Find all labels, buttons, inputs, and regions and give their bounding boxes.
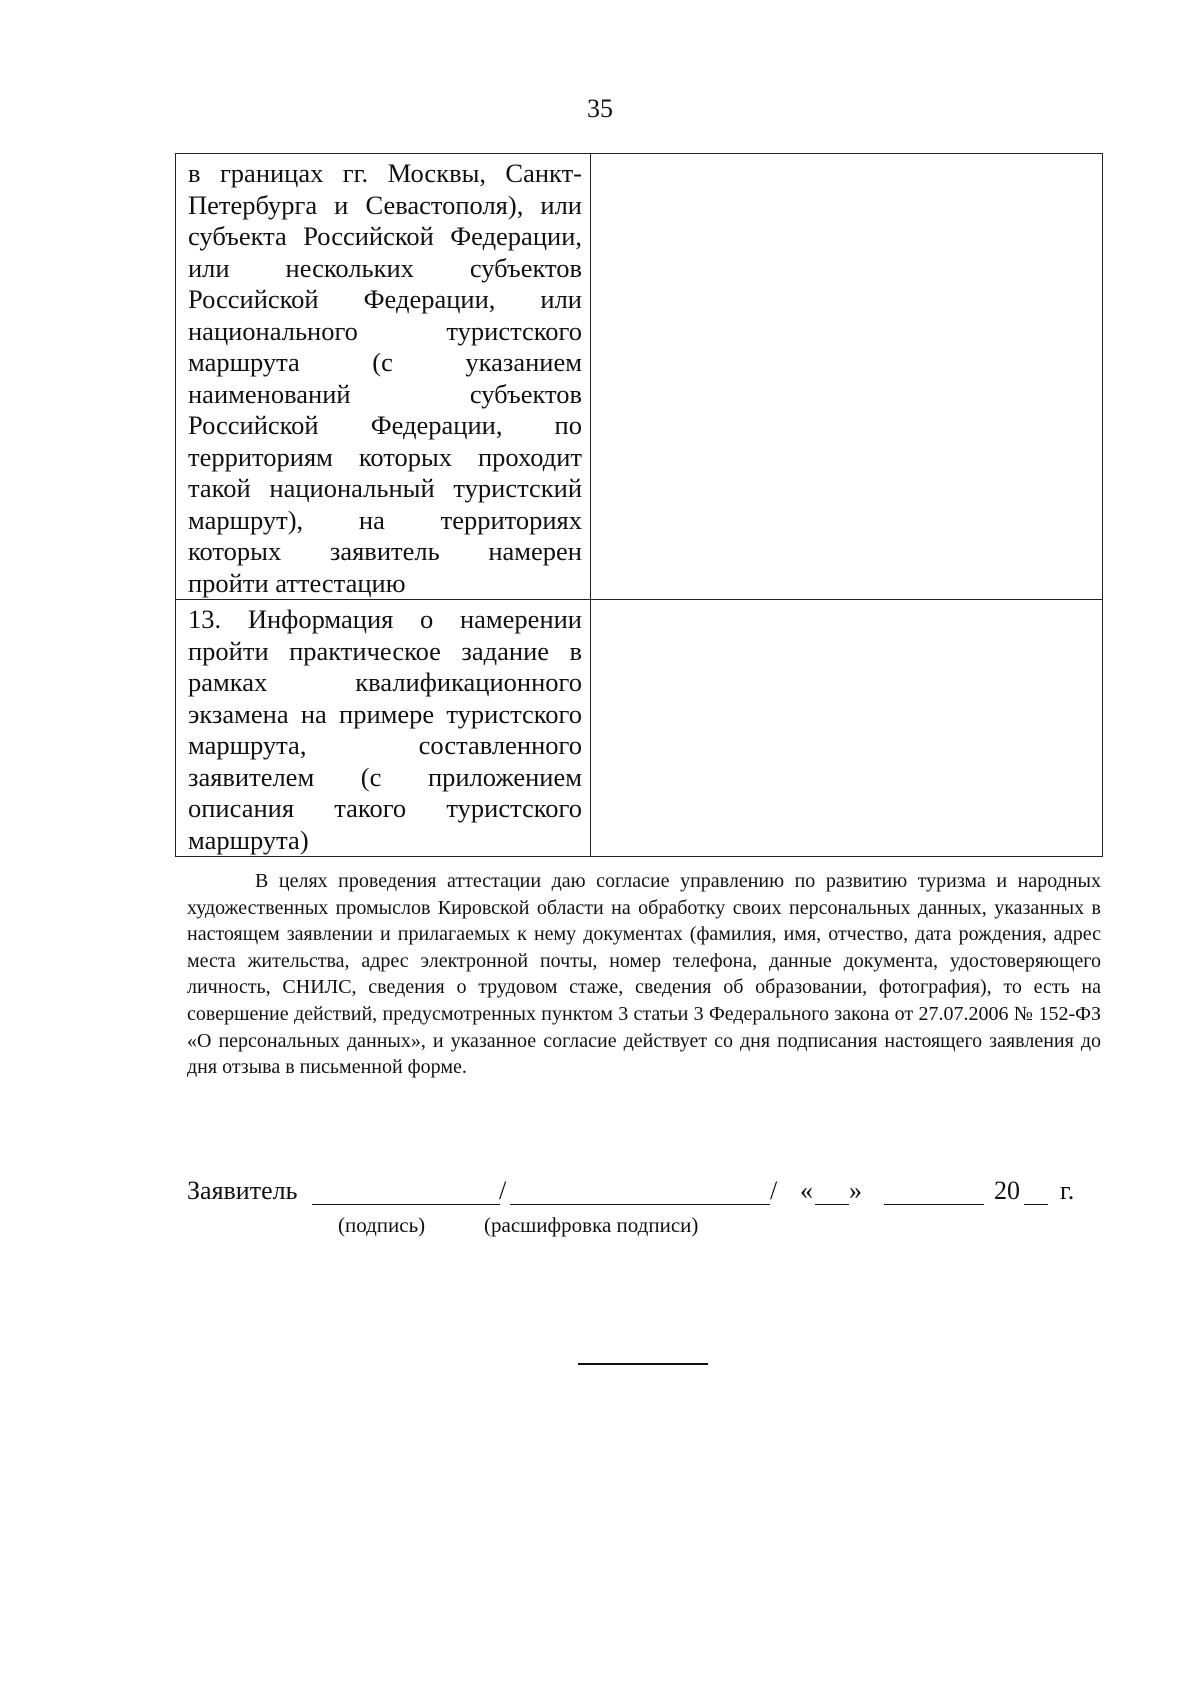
field-value <box>591 600 1102 604</box>
separator-slash: / <box>770 1176 778 1205</box>
consent-paragraph: В целях проведения аттестации даю согласие управлению по развитию туризма и народных художественных промыслов Кировской области на обработку своих персональных данных, указанных в настоящем заявлении и прилагаемых к нему документах (фамилия, имя, отчество, дата рождения, адрес места жительства, адрес электронной почты, номер телефона, данные документа, удостоверяющего личность, СНИЛС, сведения о трудовом стаже, сведения об образовании, фотография), то есть на совершение действий, предусмотренных пунктом 3 статьи 3 Федерального закона от 27.07.2006 № 152-ФЗ «О персональных данных», и указанное согласие действует со дня подписания настоящего заявления до дня отзыва в письменной форме. <box>187 870 1101 1079</box>
field-value-cell[interactable] <box>591 600 1103 857</box>
field-label: 13. Информация о намерении пройти практическое задание в рамках квалификационного экзамена на примере туристского маршрута, составленного заявителем (с приложением описания такого туристского маршрута) <box>188 604 582 855</box>
page-number: 35 <box>587 94 613 123</box>
field-label-cell <box>176 600 591 857</box>
applicant-label: Заявитель <box>187 1176 298 1205</box>
day-blank[interactable] <box>815 1203 849 1205</box>
separator-slash: / <box>499 1176 507 1205</box>
field-value-cell[interactable] <box>591 154 1103 600</box>
signature-blank[interactable] <box>312 1203 500 1205</box>
application-form-table <box>175 153 1103 857</box>
signature-transcript-blank[interactable] <box>510 1203 770 1205</box>
month-blank[interactable] <box>884 1203 984 1205</box>
field-value <box>591 154 1102 158</box>
end-divider <box>578 1363 708 1365</box>
table-row <box>176 154 1103 600</box>
day-quote-open: « <box>800 1176 813 1205</box>
table-row <box>176 600 1103 857</box>
year-prefix: 20 <box>994 1176 1020 1205</box>
field-label-cell <box>176 154 591 600</box>
signature-line <box>187 1170 1087 1210</box>
day-quote-close: » <box>849 1176 862 1205</box>
year-suffix: г. <box>1060 1176 1075 1205</box>
field-label: в границах гг. Москвы, Санкт-Петербурга и Севастополя), или субъекта Российской Федерации, или нескольких субъектов Российской Федерации, или национального туристского маршрута (с указанием наименований субъектов Российской Федерации, по территориям которых проходит такой национальный туристский маршрут), на территориях которых заявитель намерен пройти аттестацию <box>188 158 582 598</box>
caption-signature: (подпись) <box>338 1213 426 1237</box>
caption-transcript: (расшифровка подписи) <box>484 1213 699 1237</box>
year-blank[interactable] <box>1024 1203 1048 1205</box>
